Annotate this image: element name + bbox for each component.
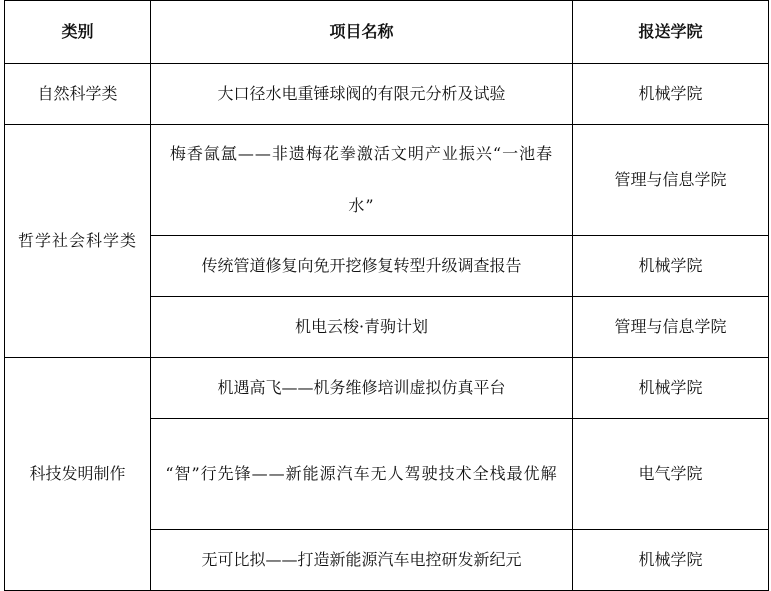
category-cell: 自然科学类 — [5, 64, 151, 125]
category-cell: 科技发明制作 — [5, 358, 151, 591]
college-cell: 机械学院 — [573, 358, 769, 419]
project-cell: 大口径水电重锤球阀的有限元分析及试验 — [151, 64, 573, 125]
project-cell: 传统管道修复向免开挖修复转型升级调查报告 — [151, 236, 573, 297]
project-cell: 机遇高飞——机务维修培训虚拟仿真平台 — [151, 358, 573, 419]
project-table — [4, 0, 769, 591]
project-cell — [151, 125, 573, 236]
category-cell — [5, 125, 151, 358]
header-row — [5, 1, 769, 64]
project-text: 梅香氤氲——非遗梅花拳激活文明产业振兴“一池春水” — [169, 144, 554, 215]
college-cell: 管理与信息学院 — [573, 125, 769, 236]
college-cell: 管理与信息学院 — [573, 297, 769, 358]
project-text: “智”行先锋——新能源汽车无人驾驶技术全栈最优解 — [165, 464, 558, 483]
header-project: 项目名称 — [151, 1, 573, 64]
header-category: 类别 — [5, 1, 151, 64]
college-cell: 机械学院 — [573, 64, 769, 125]
table-row — [5, 125, 769, 236]
project-cell: 无可比拟——打造新能源汽车电控研发新纪元 — [151, 530, 573, 591]
college-cell: 电气学院 — [573, 419, 769, 530]
category-text: 哲学社会科学类 — [17, 231, 137, 250]
college-cell: 机械学院 — [573, 530, 769, 591]
table-row — [5, 64, 769, 125]
project-cell — [151, 419, 573, 530]
project-cell: 机电云梭·青驹计划 — [151, 297, 573, 358]
header-college: 报送学院 — [573, 1, 769, 64]
college-cell: 机械学院 — [573, 236, 769, 297]
table-row — [5, 358, 769, 419]
